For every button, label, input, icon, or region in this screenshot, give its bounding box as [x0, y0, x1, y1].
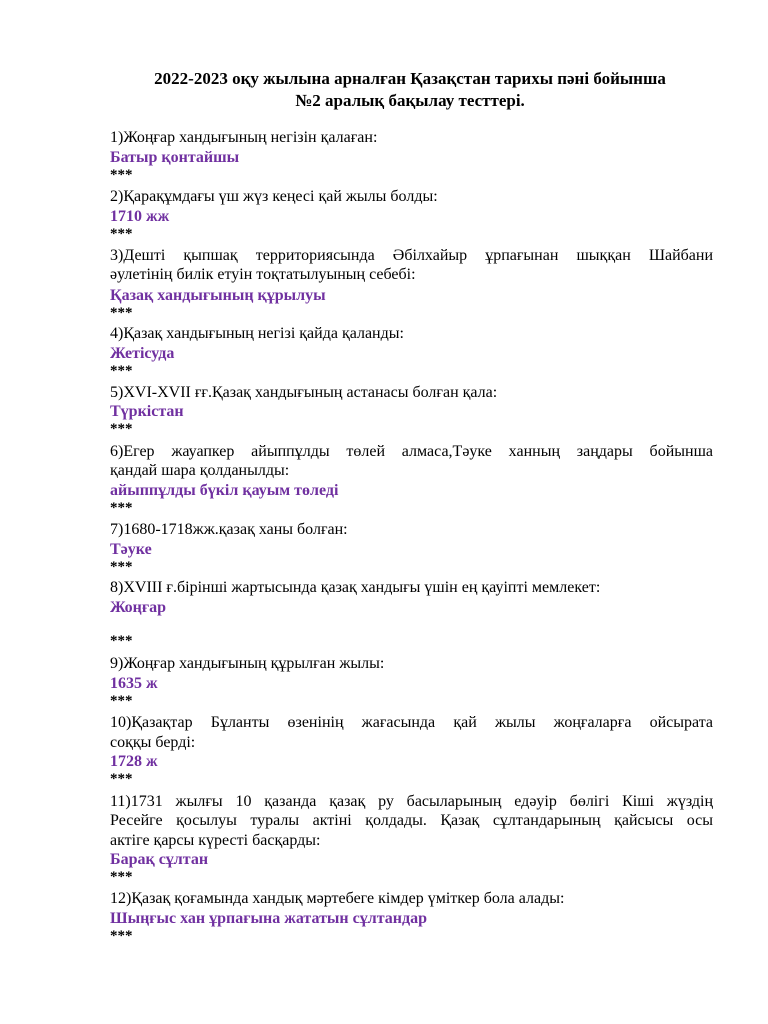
question-5-text: 5)XVI-XVII ғғ.Қазақ хандығының астанасы болған қала: — [110, 384, 498, 401]
question-10-text-line-2: соққы берді: — [110, 734, 196, 751]
question-2-separator: *** — [110, 226, 133, 242]
question-4-text: 4)Қазақ хандығының негізі қайда қаланды: — [110, 325, 404, 342]
question-4-separator: *** — [110, 363, 133, 379]
question-11-answer: Барақ сұлтан — [110, 851, 209, 868]
document-title-line-2: №2 аралық бақылау тесттері. — [295, 91, 525, 110]
question-11-text-line-2: Ресейге қосылуы туралы актіні қолдады. Қазақ сұлтандарының қайсысы осы — [110, 812, 713, 829]
question-11-separator: *** — [110, 869, 133, 885]
question-8-text: 8)XVIII ғ.бірінші жартысында қазақ хандығы үшін ең қауіпті мемлекет: — [110, 579, 601, 596]
question-3-answer: Қазақ хандығының құрылуы — [110, 287, 326, 304]
question-3-text-line-1: 3)Дешті қыпшақ территориясында Әбілхайыр ұрпағынан шыққан Шайбани — [110, 247, 713, 264]
question-11-text-line-3: актіге қарсы күресті басқарды: — [110, 832, 321, 849]
question-4-answer: Жетісуда — [110, 345, 175, 362]
question-10-answer: 1728 ж — [110, 753, 158, 770]
question-8-answer: Жоңғар — [110, 599, 166, 616]
document-title-line-1: 2022-2023 оқу жылына арналған Қазақстан тарихы пәні бойынша — [154, 69, 666, 88]
question-8-separator: *** — [110, 633, 133, 649]
question-12-text: 12)Қазақ қоғамында хандық мәртебеге кімдер үміткер бола алады: — [110, 890, 565, 907]
question-10-text-line-1: 10)Қазақтар Бұланты өзенінің жағасында қай жылы жоңғаларға ойсырата — [110, 714, 713, 731]
question-3-text-line-2: әулетінің билік етуін тоқтатылуының себебі: — [110, 266, 416, 283]
question-11-text-line-1: 11)1731 жылғы 10 қазанда қазақ ру басыларының едәуір бөлігі Кіші жүздің — [110, 793, 713, 810]
question-1-answer: Батыр қонтайшы — [110, 149, 240, 166]
question-6-text-line-1: 6)Егер жауапкер айыппұлды төлей алмаса,Тәуке ханның заңдары бойынша — [110, 443, 713, 460]
question-1-text: 1)Жоңғар хандығының негізін қалаған: — [110, 129, 378, 146]
question-9-separator: *** — [110, 693, 133, 709]
question-5-separator: *** — [110, 421, 133, 437]
question-7-answer: Тәуке — [110, 541, 152, 558]
question-12-separator: *** — [110, 928, 133, 944]
question-3-separator: *** — [110, 305, 133, 321]
question-1-separator: *** — [110, 167, 133, 183]
question-2-text: 2)Қарақұмдағы үш жүз кеңесі қай жылы болды: — [110, 188, 438, 205]
question-7-separator: *** — [110, 559, 133, 575]
question-10-separator: *** — [110, 771, 133, 787]
question-6-text-line-2: қандай шара қолданылды: — [110, 462, 290, 479]
question-7-text: 7)1680-1718жж.қазақ ханы болған: — [110, 521, 348, 538]
question-5-answer: Түркістан — [110, 403, 184, 420]
question-12-answer: Шыңғыс хан ұрпағына жататын сұлтандар — [110, 910, 427, 927]
question-9-answer: 1635 ж — [110, 675, 158, 692]
question-9-text: 9)Жоңғар хандығының құрылған жылы: — [110, 655, 385, 672]
question-2-answer: 1710 жж — [110, 208, 170, 225]
question-6-answer: айыппұлды бүкіл қауым төледі — [110, 482, 339, 499]
question-6-separator: *** — [110, 500, 133, 516]
